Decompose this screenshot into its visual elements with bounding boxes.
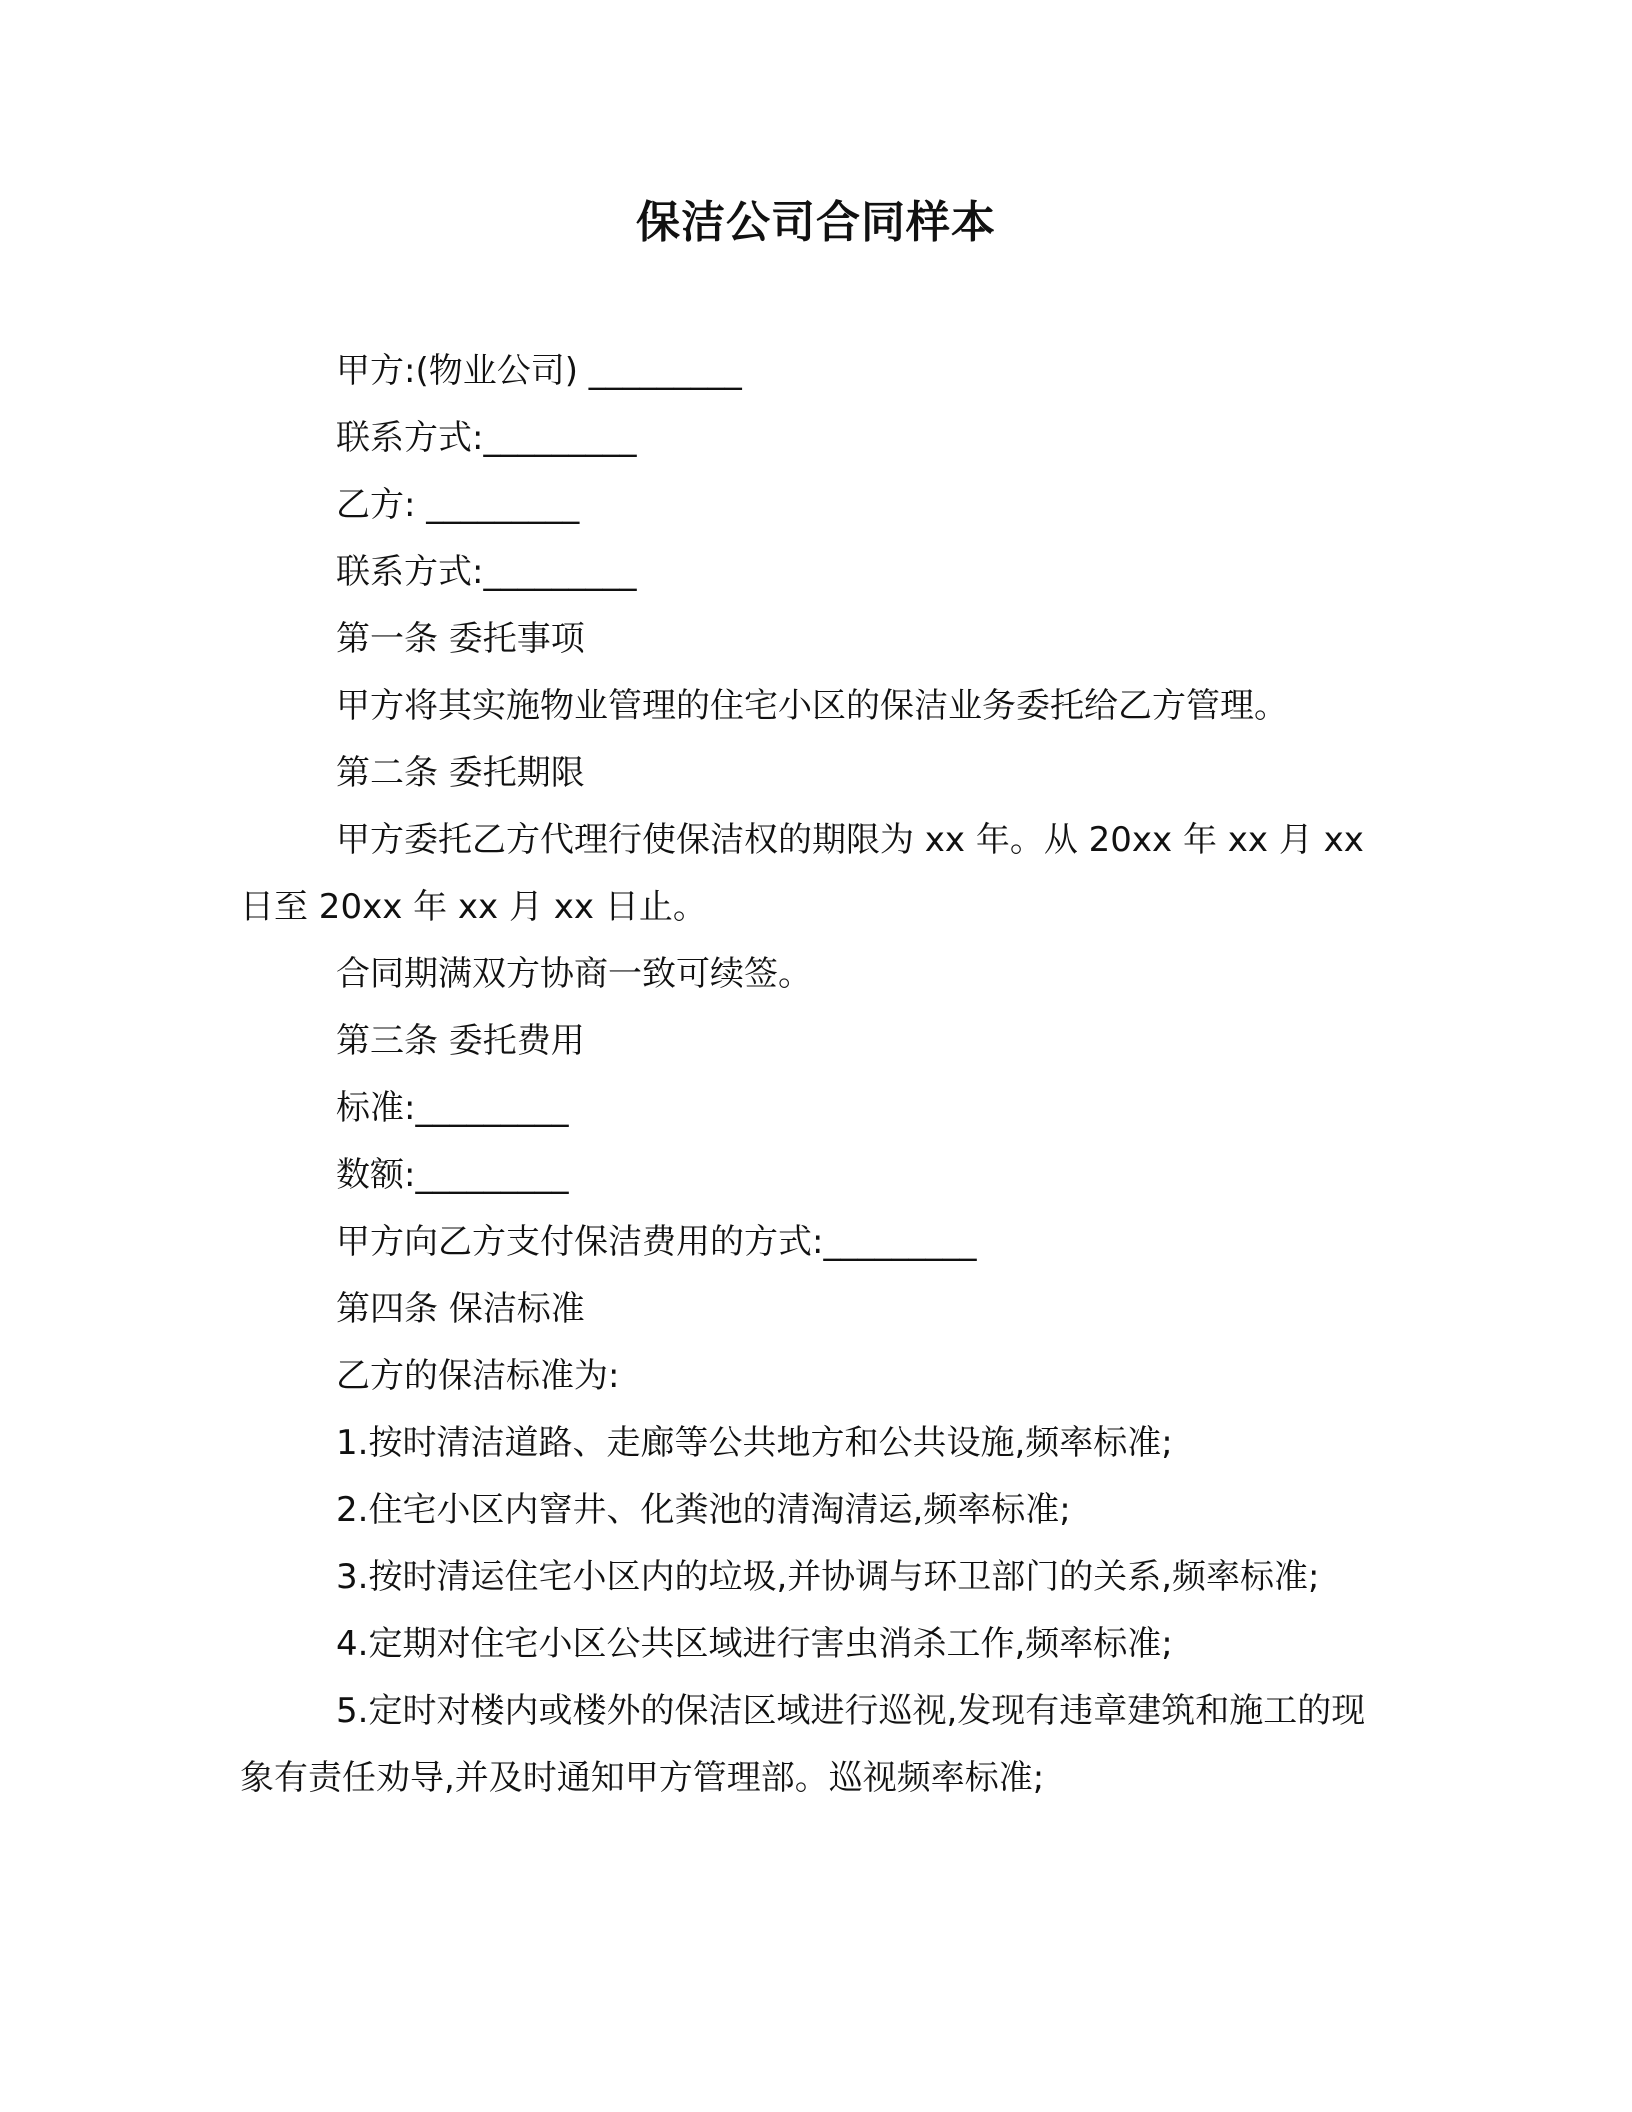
article-2-heading: 第二条 委托期限 xyxy=(336,753,585,793)
payment-method-line: 甲方向乙方支付保洁费用的方式:_________ xyxy=(336,1222,977,1262)
fee-amount-line: 数额:_________ xyxy=(336,1155,569,1195)
article-2-text: 甲方委托乙方代理行使保洁权的期限为 xx 年。从 20xx 年 xx 月 xx 日至 20xx 年 xx 月 xx 日止。 xyxy=(240,820,1364,927)
fee-standard-line: 标准:_________ xyxy=(336,1088,569,1128)
article-1-text: 甲方将其实施物业管理的住宅小区的保洁业务委托给乙方管理。 xyxy=(336,686,1288,726)
party-b-contact-line: 联系方式:_________ xyxy=(336,552,637,592)
standard-item-2: 2.住宅小区内窨井、化粪池的清淘清运,频率标准; xyxy=(336,1490,1071,1530)
contract-body xyxy=(240,338,1390,1812)
standard-item-1: 1.按时清洁道路、走廊等公共地方和公共设施,频率标准; xyxy=(336,1423,1173,1463)
party-a-line: 甲方:(物业公司) _________ xyxy=(336,351,742,391)
article-1-heading: 第一条 委托事项 xyxy=(336,619,585,659)
article-3-heading: 第三条 委托费用 xyxy=(336,1021,585,1061)
article-2-renewal: 合同期满双方协商一致可续签。 xyxy=(336,954,812,994)
article-4-heading: 第四条 保洁标准 xyxy=(336,1289,585,1329)
party-a-contact-line: 联系方式:_________ xyxy=(336,418,637,458)
standards-intro: 乙方的保洁标准为: xyxy=(336,1356,620,1396)
party-b-line: 乙方: _________ xyxy=(336,485,580,525)
standard-item-5: 5.定时对楼内或楼外的保洁区域进行巡视,发现有违章建筑和施工的现象有责任劝导,并及时通知甲方管理部。巡视频率标准; xyxy=(240,1691,1366,1798)
standard-item-4: 4.定期对住宅小区公共区域进行害虫消杀工作,频率标准; xyxy=(336,1624,1173,1664)
standard-item-3: 3.按时清运住宅小区内的垃圾,并协调与环卫部门的关系,频率标准; xyxy=(336,1557,1320,1597)
page-title: 保洁公司合同样本 xyxy=(636,197,996,248)
